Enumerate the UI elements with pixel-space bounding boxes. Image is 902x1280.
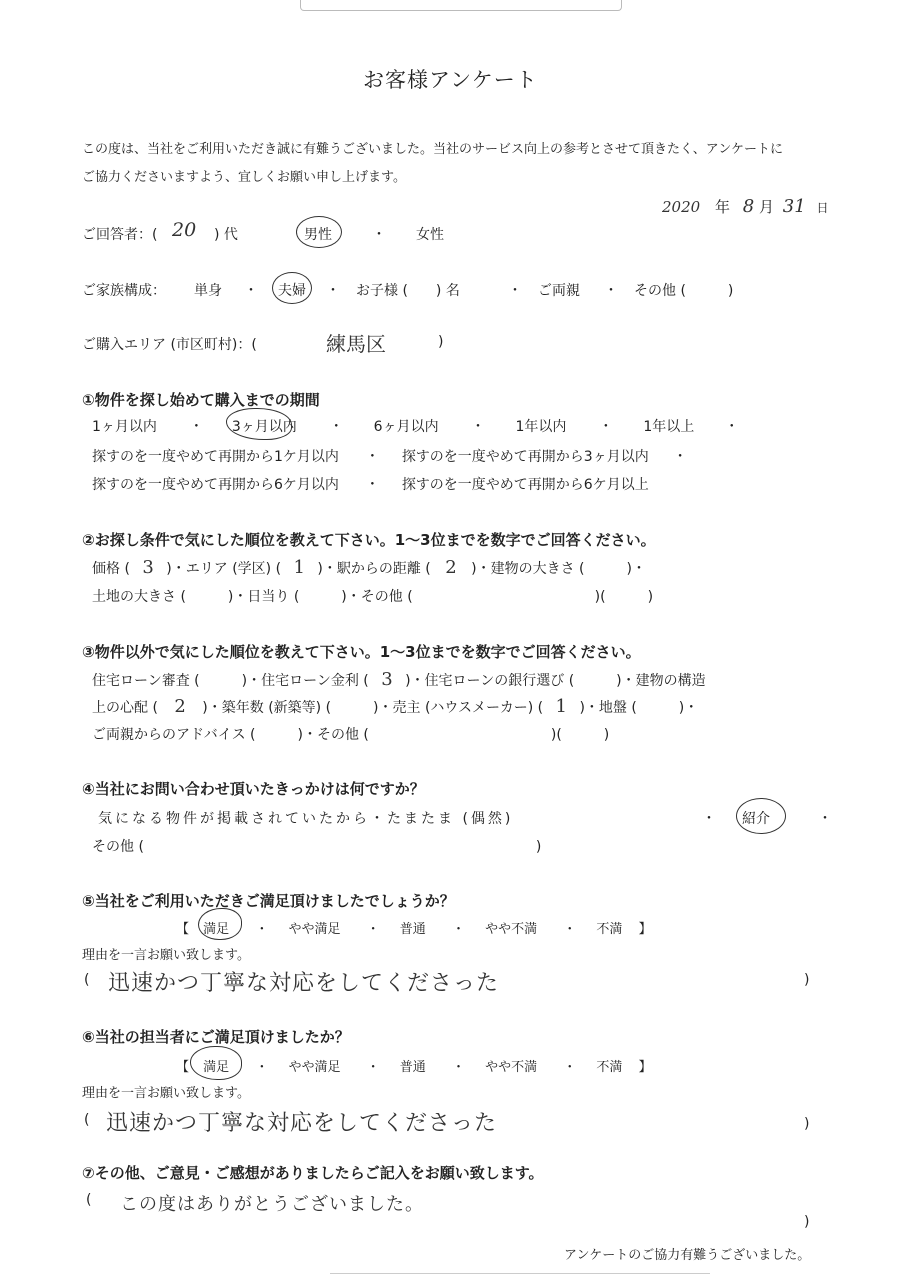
- q5-reason-answer: 迅速かつ丁寧な対応をしてくださった: [108, 971, 500, 996]
- q5-bracket-close: 】: [638, 922, 652, 937]
- q1-sep: ・: [365, 449, 380, 465]
- q5-opt-dissatisfied: 不満: [596, 922, 623, 937]
- q5-sep: ・: [451, 922, 465, 937]
- q3-row-2: [92, 696, 698, 717]
- q5-sep: ・: [366, 922, 380, 937]
- top-clip-mark: [300, 0, 622, 11]
- couple-selected-circle: [272, 272, 312, 304]
- q1-row-1: [92, 416, 739, 436]
- respondent-age-suffix: ) 代: [214, 227, 238, 243]
- q2-station-rank: 2: [445, 557, 457, 578]
- q5-opt-neutral: 普通: [399, 922, 426, 937]
- q3-rate-rank: 3: [381, 669, 393, 690]
- q1-sep: ・: [673, 449, 688, 465]
- q3-row2-part-a: 上の心配 (: [92, 700, 158, 716]
- q5-bracket-open: 【: [176, 922, 190, 937]
- q6-opt-dissatisfied: 不満: [596, 1060, 623, 1075]
- q3-row-3: ご両親からのアドバイス ( )・その他 ( )( ): [92, 727, 610, 743]
- family-parents: ご両親: [538, 283, 580, 299]
- q1-row-3: [92, 474, 649, 494]
- q6-scale: [176, 1056, 652, 1075]
- q6-sep: ・: [255, 1060, 269, 1075]
- q7-comment-answer: この度はありがとうございました。: [120, 1194, 424, 1215]
- family-children: お子様 ( ) 名: [356, 283, 460, 299]
- family-single: 単身: [194, 283, 222, 299]
- q1-opt-1y-plus: 1年以上: [643, 419, 695, 435]
- q2-price-rank: 3: [142, 557, 154, 578]
- family-sep-1: ・: [244, 283, 258, 299]
- q5-sep: ・: [255, 922, 269, 937]
- q3-row1-part-b: )・住宅ローンの銀行選び ( )・建物の構造: [405, 673, 706, 689]
- q5-close-paren: ): [804, 972, 810, 988]
- q7-close-paren: ): [804, 1214, 810, 1230]
- q2-row-2: 土地の大きさ ( )・日当り ( )・その他 ( )( ): [92, 589, 654, 605]
- date-month-label: 月: [759, 198, 775, 216]
- q5-sep: ・: [563, 922, 577, 937]
- q2-station-label: )・駅からの距離 (: [317, 561, 431, 577]
- q3-worry-rank: 2: [174, 696, 186, 717]
- q3-row1-part-a: 住宅ローン審査 ( )・住宅ローン金利 (: [92, 673, 369, 689]
- q6-sep: ・: [366, 1060, 380, 1075]
- q5-satisfied-circle: [198, 908, 242, 940]
- q6-close-paren: ): [804, 1116, 810, 1132]
- family-sep-2: ・: [326, 283, 340, 299]
- q1-opt-restart-6m: 探すのを一度やめて再開から6ケ月以内: [92, 477, 339, 493]
- date-year-label: 年: [714, 198, 730, 216]
- gender-separator: ・: [372, 227, 386, 243]
- family-other: その他 ( ): [634, 283, 734, 299]
- q6-opt-neutral: 普通: [399, 1060, 426, 1075]
- respondent-age: 20: [172, 219, 197, 241]
- q4-opt-other: その他 ( ): [92, 839, 542, 855]
- q6-bracket-close: 】: [638, 1060, 652, 1075]
- gender-male: 男性: [304, 227, 332, 243]
- q5-opt-satisfied: 満足: [203, 922, 230, 937]
- q1-opt-1y: 1年以内: [515, 419, 567, 435]
- q6-sep: ・: [563, 1060, 577, 1075]
- q2-price-label: 価格 (: [92, 561, 130, 577]
- q1-opt-restart-1m: 探すのを一度やめて再開から1ケ月以内: [92, 449, 339, 465]
- q6-bracket-open: 【: [176, 1060, 190, 1075]
- q3-row2-part-c: )・地盤 ( )・: [579, 700, 699, 716]
- q5-opt-somewhat-satisfied: やや満足: [288, 922, 341, 937]
- q6-title: ⑥当社の担当者にご満足頂けましたか？: [82, 1028, 350, 1046]
- date-month: 8: [742, 196, 755, 217]
- q1-sep: ・: [189, 419, 204, 435]
- q1-row-2: [92, 446, 687, 466]
- q5-open-paren: (: [84, 972, 90, 988]
- q3-row-1: [92, 669, 706, 690]
- family-sep-4: ・: [604, 283, 618, 299]
- q1-opt-restart-6m-plus: 探すのを一度やめて再開から6ケ月以上: [401, 477, 649, 493]
- q4-opt-listing-chance: 気になる物件が掲載されていたから・たまたま (偶然): [98, 811, 514, 827]
- q1-opt-6m: 6ヶ月以内: [373, 419, 439, 435]
- bottom-clip-mark: [330, 1273, 710, 1280]
- q6-opt-somewhat-satisfied: やや満足: [288, 1060, 341, 1075]
- q1-sep: ・: [598, 419, 613, 435]
- q5-opt-somewhat-dissatisfied: やや不満: [485, 922, 538, 937]
- respondent-label: ご回答者：(: [82, 227, 158, 243]
- intro-line-1: この度は、当社をご利用いただき誠に有難うございました。当社のサービス向上の参考とさせて頂きたく、アンケートに: [82, 142, 783, 157]
- answer-date: [662, 196, 829, 217]
- q6-open-paren: (: [84, 1112, 90, 1128]
- q6-sep: ・: [451, 1060, 465, 1075]
- date-day-label: 日: [816, 201, 829, 215]
- q1-opt-1m: 1ヶ月以内: [92, 419, 157, 435]
- q7-open-paren: (: [86, 1192, 92, 1208]
- family-couple: 夫婦: [278, 283, 306, 299]
- q1-sep: ・: [724, 419, 739, 435]
- q4-opt-referral: 紹介: [742, 811, 770, 827]
- q1-sep: ・: [365, 477, 380, 493]
- q1-title: ①物件を探し始めて購入までの期間: [82, 391, 320, 409]
- q1-opt-3m: 3ヶ月以内: [231, 419, 297, 435]
- q4-referral-circle: [736, 798, 786, 834]
- male-selected-circle: [296, 216, 342, 248]
- q3-seller-rank: 1: [555, 696, 567, 717]
- intro-line-2: ご協力くださいますよう、宜しくお願い申し上げます。: [82, 170, 406, 185]
- q2-title: ②お探し条件で気にした順位を教えて下さい。1〜3位までを数字でご回答ください。: [82, 531, 656, 549]
- q6-satisfied-circle: [190, 1046, 242, 1080]
- q2-row-1: [92, 557, 646, 578]
- q6-opt-satisfied: 満足: [203, 1060, 230, 1075]
- gender-female: 女性: [416, 227, 444, 243]
- family-label: ご家族構成：: [82, 283, 166, 299]
- area-close: ): [438, 334, 444, 350]
- area-label: ご購入エリア (市区町村)：(: [82, 337, 257, 353]
- q6-reason-label: 理由を一言お願い致します。: [82, 1086, 250, 1101]
- area-value: 練馬区: [326, 332, 386, 356]
- q1-sep: ・: [471, 419, 486, 435]
- page-title: お客様アンケート: [363, 68, 538, 92]
- q4-sep-2: ・: [818, 811, 832, 827]
- q3-row2-part-b: )・築年数 (新築等) ( )・売主 (ハウスメーカー) (: [202, 700, 544, 716]
- q3-title: ③物件以外で気にした順位を教えて下さい。1〜3位までを数字でご回答ください。: [82, 643, 641, 661]
- date-day: 31: [782, 196, 806, 217]
- q4-sep: ・: [702, 811, 716, 827]
- date-year: 2020: [662, 198, 701, 216]
- q2-area-label: )・エリア (学区) (: [166, 561, 282, 577]
- q6-reason-answer: 迅速かつ丁寧な対応をしてくださった: [106, 1111, 498, 1136]
- family-sep-3: ・: [508, 283, 522, 299]
- q5-scale: [176, 918, 652, 937]
- q7-title: ⑦その他、ご意見・ご感想がありましたらご記入をお願い致します。: [82, 1164, 544, 1182]
- footer-thanks: アンケートのご協力有難うございました。: [564, 1248, 811, 1263]
- q4-title: ④当社にお問い合わせ頂いたきっかけは何ですか？: [82, 780, 425, 798]
- q1-sep: ・: [329, 419, 344, 435]
- q1-opt-restart-3m: 探すのを一度やめて再開から3ヶ月以内: [401, 449, 649, 465]
- q5-reason-label: 理由を一言お願い致します。: [82, 948, 250, 963]
- q2-area-rank: 1: [293, 557, 305, 578]
- q2-building-label: )・建物の大きさ ( )・: [471, 561, 646, 577]
- q5-title: ⑤当社をご利用いただきご満足頂けましたでしょうか？: [82, 892, 455, 910]
- q6-opt-somewhat-dissatisfied: やや不満: [485, 1060, 538, 1075]
